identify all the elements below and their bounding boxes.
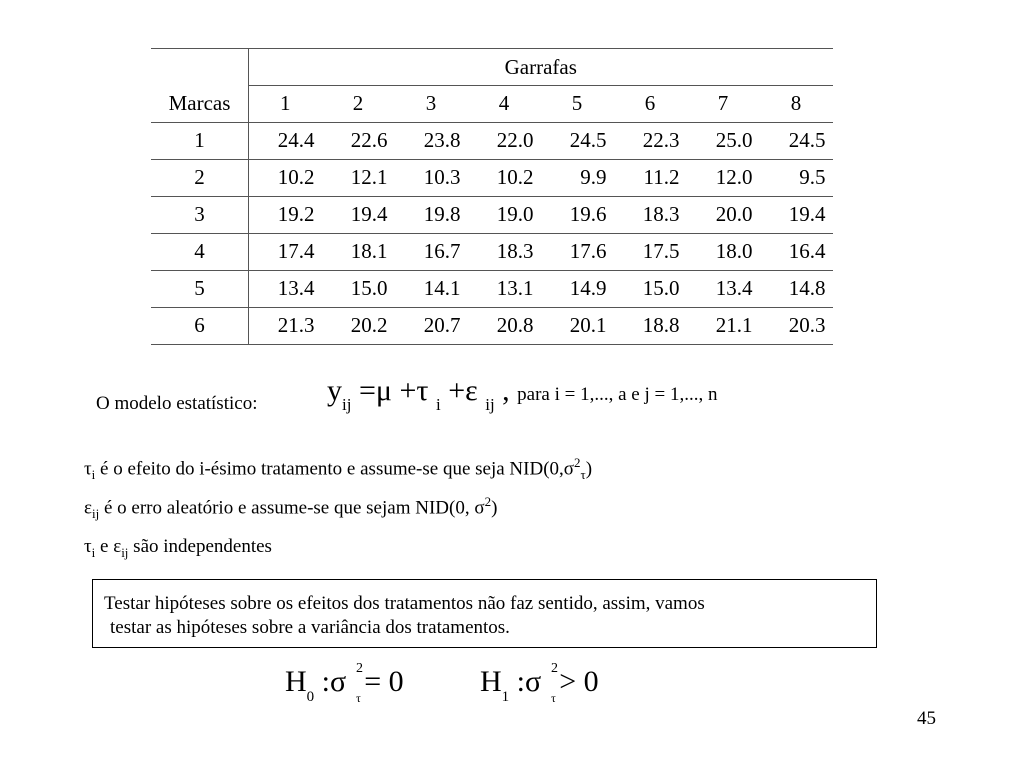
value-cell: 21.3 bbox=[249, 307, 322, 344]
value-cell: 13.1 bbox=[468, 270, 541, 307]
value-cell: 17.4 bbox=[249, 233, 322, 270]
value-cell: 9.5 bbox=[760, 159, 833, 196]
h1-colon: : bbox=[516, 665, 526, 698]
eps-close: ) bbox=[491, 497, 498, 519]
h0-sigma-sub: τ bbox=[356, 691, 361, 705]
eq-y: y bbox=[327, 374, 342, 407]
tau-sup: 2 bbox=[574, 455, 581, 470]
page-number: 45 bbox=[917, 708, 936, 729]
eq-plus-1: + bbox=[399, 374, 417, 407]
value-cell: 20.3 bbox=[760, 307, 833, 344]
column-header: 4 bbox=[468, 86, 541, 123]
value-cell: 20.8 bbox=[468, 307, 541, 344]
column-header: 5 bbox=[541, 86, 614, 123]
eps-sup: 2 bbox=[484, 494, 492, 509]
model-label: O modelo estatístico: bbox=[96, 393, 258, 414]
tau-close: ) bbox=[585, 458, 593, 480]
garrafas-header: Garrafas bbox=[249, 49, 833, 86]
h0-sigma-group bbox=[330, 661, 364, 705]
marca-cell: 5 bbox=[151, 270, 249, 307]
value-cell: 18.1 bbox=[322, 233, 395, 270]
value-cell: 14.1 bbox=[395, 270, 468, 307]
h1-sigma-sub: τ bbox=[551, 691, 556, 705]
eps-sub: ij bbox=[91, 506, 100, 522]
value-cell: 10.2 bbox=[468, 159, 541, 196]
value-cell: 19.4 bbox=[322, 196, 395, 233]
table-group-header-row bbox=[151, 49, 833, 86]
value-cell: 13.4 bbox=[249, 270, 322, 307]
value-cell: 22.0 bbox=[468, 122, 541, 159]
table-row bbox=[151, 270, 833, 307]
indep-tau-sub: i bbox=[91, 544, 96, 560]
value-cell: 22.3 bbox=[614, 122, 687, 159]
value-cell: 17.6 bbox=[541, 233, 614, 270]
eq-plus-2: + bbox=[448, 374, 466, 407]
value-cell: 24.4 bbox=[249, 122, 322, 159]
value-cell: 16.4 bbox=[760, 233, 833, 270]
eq-tau: τ bbox=[416, 374, 429, 407]
note-line-1: Testar hipóteses sobre os efeitos dos tratamentos não faz sentido, assim, vamos bbox=[104, 593, 705, 614]
indep-text: são independentes bbox=[128, 536, 272, 557]
value-cell: 23.8 bbox=[395, 122, 468, 159]
eq-comma: , bbox=[502, 374, 510, 407]
table-column-header-row bbox=[151, 86, 833, 123]
column-header: 2 bbox=[322, 86, 395, 123]
value-cell: 10.2 bbox=[249, 159, 322, 196]
tau-symbol: τ bbox=[84, 458, 92, 480]
note-box bbox=[92, 579, 877, 648]
tau-text: é o efeito do i-ésimo tratamento e assume-se que seja NID(0,σ bbox=[95, 458, 575, 480]
value-cell: 18.8 bbox=[614, 307, 687, 344]
column-header: 6 bbox=[614, 86, 687, 123]
value-cell: 20.2 bbox=[322, 307, 395, 344]
indep-and: e bbox=[95, 536, 114, 557]
tau-sub2: τ bbox=[580, 467, 586, 483]
column-header: 1 bbox=[249, 86, 322, 123]
value-cell: 19.2 bbox=[249, 196, 322, 233]
value-cell: 10.3 bbox=[395, 159, 468, 196]
eq-tau-sub: i bbox=[435, 395, 441, 414]
value-cell: 24.5 bbox=[541, 122, 614, 159]
column-header: 3 bbox=[395, 86, 468, 123]
value-cell: 9.9 bbox=[541, 159, 614, 196]
data-table bbox=[151, 48, 833, 345]
marca-cell: 1 bbox=[151, 122, 249, 159]
value-cell: 20.7 bbox=[395, 307, 468, 344]
h1-sigma-sup: 2 bbox=[551, 661, 559, 676]
eq-eps: ε bbox=[465, 374, 478, 407]
value-cell: 14.9 bbox=[541, 270, 614, 307]
h1-sub: 1 bbox=[501, 689, 510, 705]
value-cell: 12.1 bbox=[322, 159, 395, 196]
h0-sub: 0 bbox=[306, 689, 315, 705]
marca-cell: 6 bbox=[151, 307, 249, 344]
eps-symbol: ε bbox=[84, 497, 92, 519]
indep-eps: ε bbox=[113, 536, 122, 557]
note-line-2: testar as hipóteses sobre a variância dos tratamentos. bbox=[110, 617, 510, 638]
value-cell: 19.8 bbox=[395, 196, 468, 233]
h0-sigma-sup: 2 bbox=[356, 661, 364, 676]
eq-eps-sub: ij bbox=[485, 395, 495, 414]
column-header: 8 bbox=[760, 86, 833, 123]
alternative-hypothesis bbox=[480, 661, 599, 705]
h0-colon: : bbox=[321, 665, 331, 698]
indep-tau: τ bbox=[84, 536, 92, 557]
value-cell: 18.3 bbox=[614, 196, 687, 233]
value-cell: 20.0 bbox=[687, 196, 760, 233]
value-cell: 25.0 bbox=[687, 122, 760, 159]
h0-relation: = 0 bbox=[364, 665, 404, 698]
marca-cell: 3 bbox=[151, 196, 249, 233]
value-cell: 11.2 bbox=[614, 159, 687, 196]
tau-definition bbox=[84, 455, 592, 483]
eps-definition bbox=[84, 494, 497, 522]
value-cell: 15.0 bbox=[322, 270, 395, 307]
h1-letter: H bbox=[480, 665, 502, 698]
marca-cell: 4 bbox=[151, 233, 249, 270]
value-cell: 12.0 bbox=[687, 159, 760, 196]
value-cell: 22.6 bbox=[322, 122, 395, 159]
table-body bbox=[151, 122, 833, 344]
eps-text: é o erro aleatório e assume-se que sejam NID(0, σ bbox=[99, 497, 485, 519]
table-row bbox=[151, 122, 833, 159]
indep-eps-sub: ij bbox=[121, 544, 129, 560]
value-cell: 13.4 bbox=[687, 270, 760, 307]
empty-corner-cell bbox=[151, 49, 249, 86]
h1-sigma-group bbox=[525, 661, 559, 705]
value-cell: 18.3 bbox=[468, 233, 541, 270]
table-row bbox=[151, 233, 833, 270]
value-cell: 17.5 bbox=[614, 233, 687, 270]
value-cell: 20.1 bbox=[541, 307, 614, 344]
h0-letter: H bbox=[285, 665, 307, 698]
value-cell: 18.0 bbox=[687, 233, 760, 270]
eq-mu: μ bbox=[375, 374, 392, 407]
eq-y-sub: ij bbox=[342, 395, 352, 414]
value-cell: 19.4 bbox=[760, 196, 833, 233]
value-cell: 15.0 bbox=[614, 270, 687, 307]
table-row bbox=[151, 196, 833, 233]
value-cell: 24.5 bbox=[760, 122, 833, 159]
eq-range: para i = 1,..., a e j = 1,..., n bbox=[517, 384, 718, 405]
model-equation bbox=[327, 374, 718, 414]
value-cell: 14.8 bbox=[760, 270, 833, 307]
h0-sigma: σ bbox=[330, 665, 347, 698]
marcas-header: Marcas bbox=[151, 86, 249, 123]
marca-cell: 2 bbox=[151, 159, 249, 196]
eq-equals: = bbox=[358, 374, 376, 407]
value-cell: 21.1 bbox=[687, 307, 760, 344]
tau-sub: i bbox=[91, 467, 96, 483]
null-hypothesis bbox=[285, 661, 404, 705]
h1-sigma: σ bbox=[525, 665, 542, 698]
independence-statement bbox=[84, 536, 272, 561]
value-cell: 19.0 bbox=[468, 196, 541, 233]
column-header: 7 bbox=[687, 86, 760, 123]
table-row bbox=[151, 307, 833, 344]
h1-relation: > 0 bbox=[559, 665, 599, 698]
value-cell: 19.6 bbox=[541, 196, 614, 233]
table-row bbox=[151, 159, 833, 196]
value-cell: 16.7 bbox=[395, 233, 468, 270]
